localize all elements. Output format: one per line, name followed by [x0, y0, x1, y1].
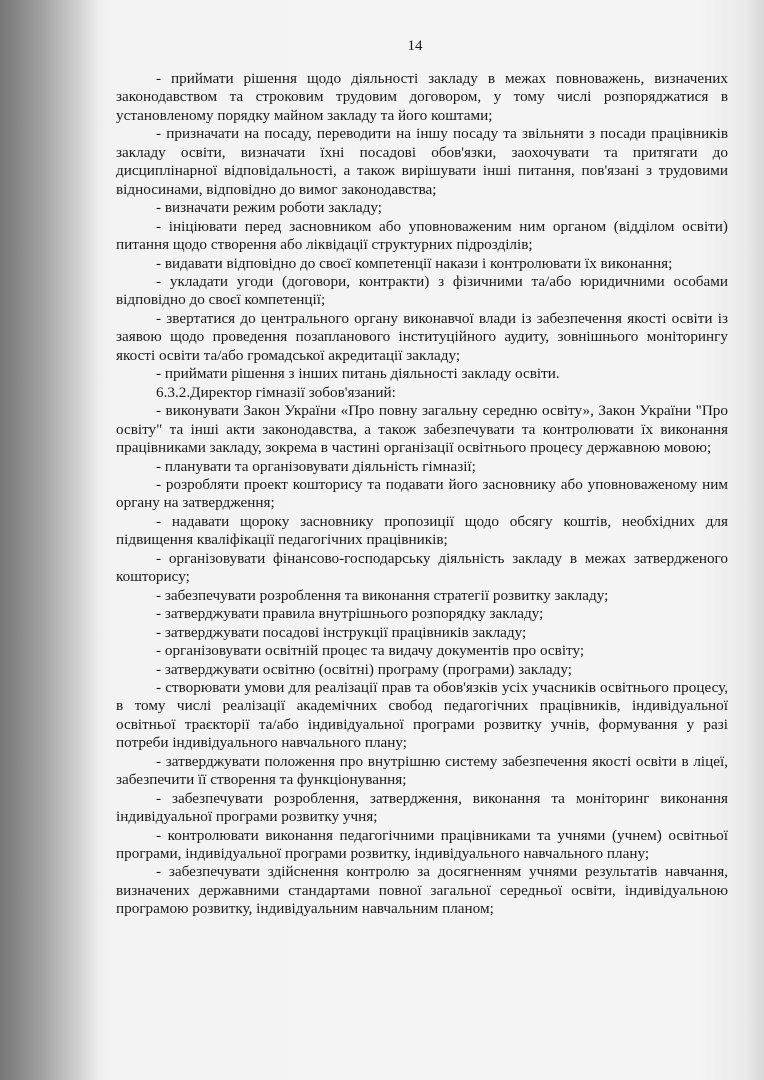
binding-shadow [0, 0, 100, 1080]
paragraph: - забезпечувати розроблення, затвердження, виконання та моніторинг виконання індивідуальної програми розвитку учня; [116, 789, 728, 826]
paragraph: - укладати угоди (договори, контракти) з фізичними та/або юридичними особами відповідно до своєї компетенції; [116, 272, 728, 309]
paragraph: - видавати відповідно до своєї компетенції накази і контролювати їх виконання; [156, 254, 673, 272]
paragraph: - визначати режим роботи закладу; [156, 199, 382, 217]
paragraph: - приймати рішення щодо діяльності закладу в межах повноважень, визначених законодавством та строковим трудовим договором, у тому числі розпоряджатися в установленому порядку майном закладу та його коштами; [116, 70, 728, 124]
paragraph: - затверджувати посадові інструкції працівників закладу; [156, 623, 527, 641]
paragraph: - забезпечувати розроблення та виконання стратегії розвитку закладу; [156, 586, 609, 604]
paragraph: - контролювати виконання педагогічними працівниками та учнями (учнем) освітньої програми, індивідуальної програми розвитку, індивідуального навчального плану; [116, 826, 728, 863]
paragraph: - планувати та організовувати діяльність гімназії; [156, 457, 476, 475]
paragraph: - приймати рішення з інших питань діяльності закладу освіти. [156, 365, 560, 383]
paragraph: - організовувати фінансово-господарську діяльність закладу в межах затвердженого кошторису; [116, 549, 728, 586]
paragraph: - розробляти проект кошторису та подавати його засновнику або уповноваженому ним органу на затвердження; [116, 475, 728, 512]
paragraph: - створювати умови для реалізації прав та обов'язків усіх учасників освітнього процесу, в тому числі реалізації академічних свобод педагогічних працівників, індивідуальної освітньої траєкторії та/або індивідуальної програми розвитку учнів, формування у разі потреби індивідуального навчального плану; [116, 678, 728, 752]
paragraph: - затверджувати положення про внутрішню систему забезпечення якості освіти в ліцеї, забезпечити її створення та функціонування; [116, 752, 728, 789]
paragraph: - затверджувати правила внутрішнього розпорядку закладу; [156, 605, 544, 623]
paragraph: - затверджувати освітню (освітні) програму (програми) закладу; [156, 660, 572, 678]
paragraph: - призначати на посаду, переводити на іншу посаду та звільняти з посади працівників закладу освіти, визначати їхні посадові обов'язки, заохочувати та притягати до дисциплінарної відповідальності, а також вирішувати інші питання, пов'язані з трудовими відносинами, відповідно до вимог законодавства; [116, 125, 728, 198]
page-number: 14 [407, 38, 423, 54]
paragraph: - організовувати освітній процес та видачу документів про освіту; [156, 642, 585, 660]
document-body [116, 70, 728, 919]
paragraph: - ініціювати перед засновником або уповноваженим ним органом (відділом освіти) питання щодо створення або ліквідації структурних підрозділів; [116, 217, 728, 254]
paragraph: - виконувати Закон України «Про повну загальну середню освіту», Закон України "Про освіту" та інші акти законодавства, а також забезпечувати та контролювати їх виконання працівниками закладу, зокрема в частині організації освітнього процесу державною мовою; [116, 402, 728, 457]
section-heading: 6.3.2.Директор гімназії зобов'язаний: [156, 383, 396, 401]
paragraph: - надавати щороку засновнику пропозиції щодо обсягу коштів, необхідних для підвищення кваліфікації педагогічних працівників; [116, 512, 728, 549]
paragraph: - звертатися до центрального органу виконавчої влади із забезпечення якості освіти із заявою щодо проведення позапланового інституційного аудиту, зовнішнього моніторингу якості освіти та/або громадської акредитації закладу; [116, 309, 728, 364]
paragraph: - забезпечувати здійснення контролю за досягненням учнями результатів навчання, визначених державними стандартами повної загальної середньої освіти, індивідуальною програмою розвитку, індивідуальним навчальним планом; [116, 863, 728, 918]
